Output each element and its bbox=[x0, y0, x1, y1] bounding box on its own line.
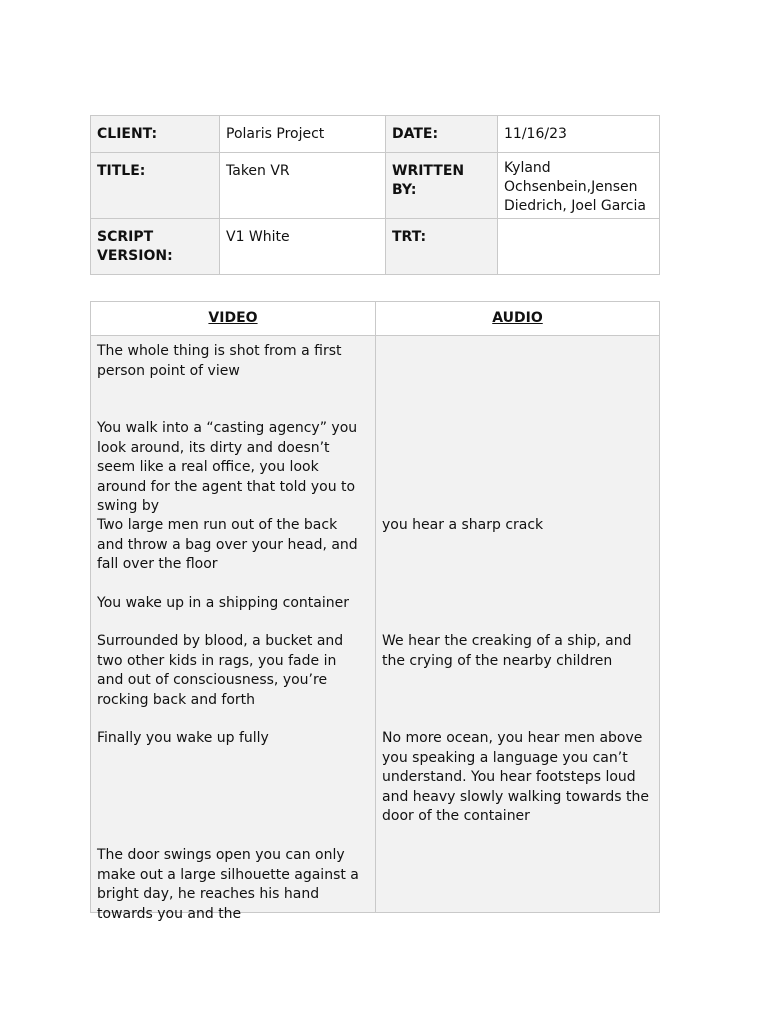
video-column-header: VIDEO bbox=[91, 302, 376, 336]
info-row-client bbox=[91, 116, 660, 153]
date-label: DATE: bbox=[386, 116, 498, 153]
trt-value bbox=[498, 219, 660, 275]
video-cue: You walk into a “casting agency” you look around, its dirty and doesn’t seem like a real office, you look around for the agent that told you to swing by bbox=[97, 420, 358, 514]
title-value: Taken VR bbox=[220, 153, 386, 219]
script-version-value: V1 White bbox=[220, 219, 386, 275]
video-cues bbox=[91, 336, 375, 922]
client-label: CLIENT: bbox=[91, 116, 220, 153]
video-cue: Two large men run out of the back and throw a bag over your head, and fall over the floor bbox=[97, 517, 358, 572]
video-cue: The door swings open you can only make out a large silhouette against a bright day, he reaches his hand towards you and the bbox=[97, 847, 359, 922]
audio-cue: you hear a sharp crack bbox=[382, 517, 544, 533]
audio-column-header: AUDIO bbox=[376, 302, 660, 336]
video-cue: Finally you wake up fully bbox=[97, 730, 269, 746]
audio-cue: We hear the creaking of a ship, and the crying of the nearby children bbox=[382, 633, 632, 669]
audio-cues bbox=[376, 336, 659, 912]
info-row-version bbox=[91, 219, 660, 275]
title-label: TITLE: bbox=[91, 153, 220, 219]
video-cue: Surrounded by blood, a bucket and two other kids in rags, you fade in and out of consciousness, you’re rocking back and forth bbox=[97, 633, 344, 708]
script-version-label: SCRIPT VERSION: bbox=[91, 219, 220, 275]
script-table bbox=[90, 301, 660, 922]
info-row-title bbox=[91, 153, 660, 219]
video-cue: You wake up in a shipping container bbox=[97, 595, 349, 611]
script-body-row bbox=[91, 336, 660, 913]
client-value: Polaris Project bbox=[220, 116, 386, 153]
script-header-row bbox=[91, 302, 660, 336]
video-cue: The whole thing is shot from a first person point of view bbox=[97, 343, 342, 379]
written-by-value: Kyland Ochsenbein,Jensen Diedrich, Joel Garcia bbox=[498, 153, 660, 219]
date-value: 11/16/23 bbox=[498, 116, 660, 153]
trt-label: TRT: bbox=[386, 219, 498, 275]
audio-cue: No more ocean, you hear men above you speaking a language you can’t understand. You hear footsteps loud and heavy slowly walking towards the door of the container bbox=[382, 730, 650, 824]
audio-column bbox=[376, 336, 660, 913]
written-by-label: WRITTEN BY: bbox=[386, 153, 498, 219]
video-column bbox=[91, 336, 376, 922]
script-info-table bbox=[90, 115, 660, 275]
